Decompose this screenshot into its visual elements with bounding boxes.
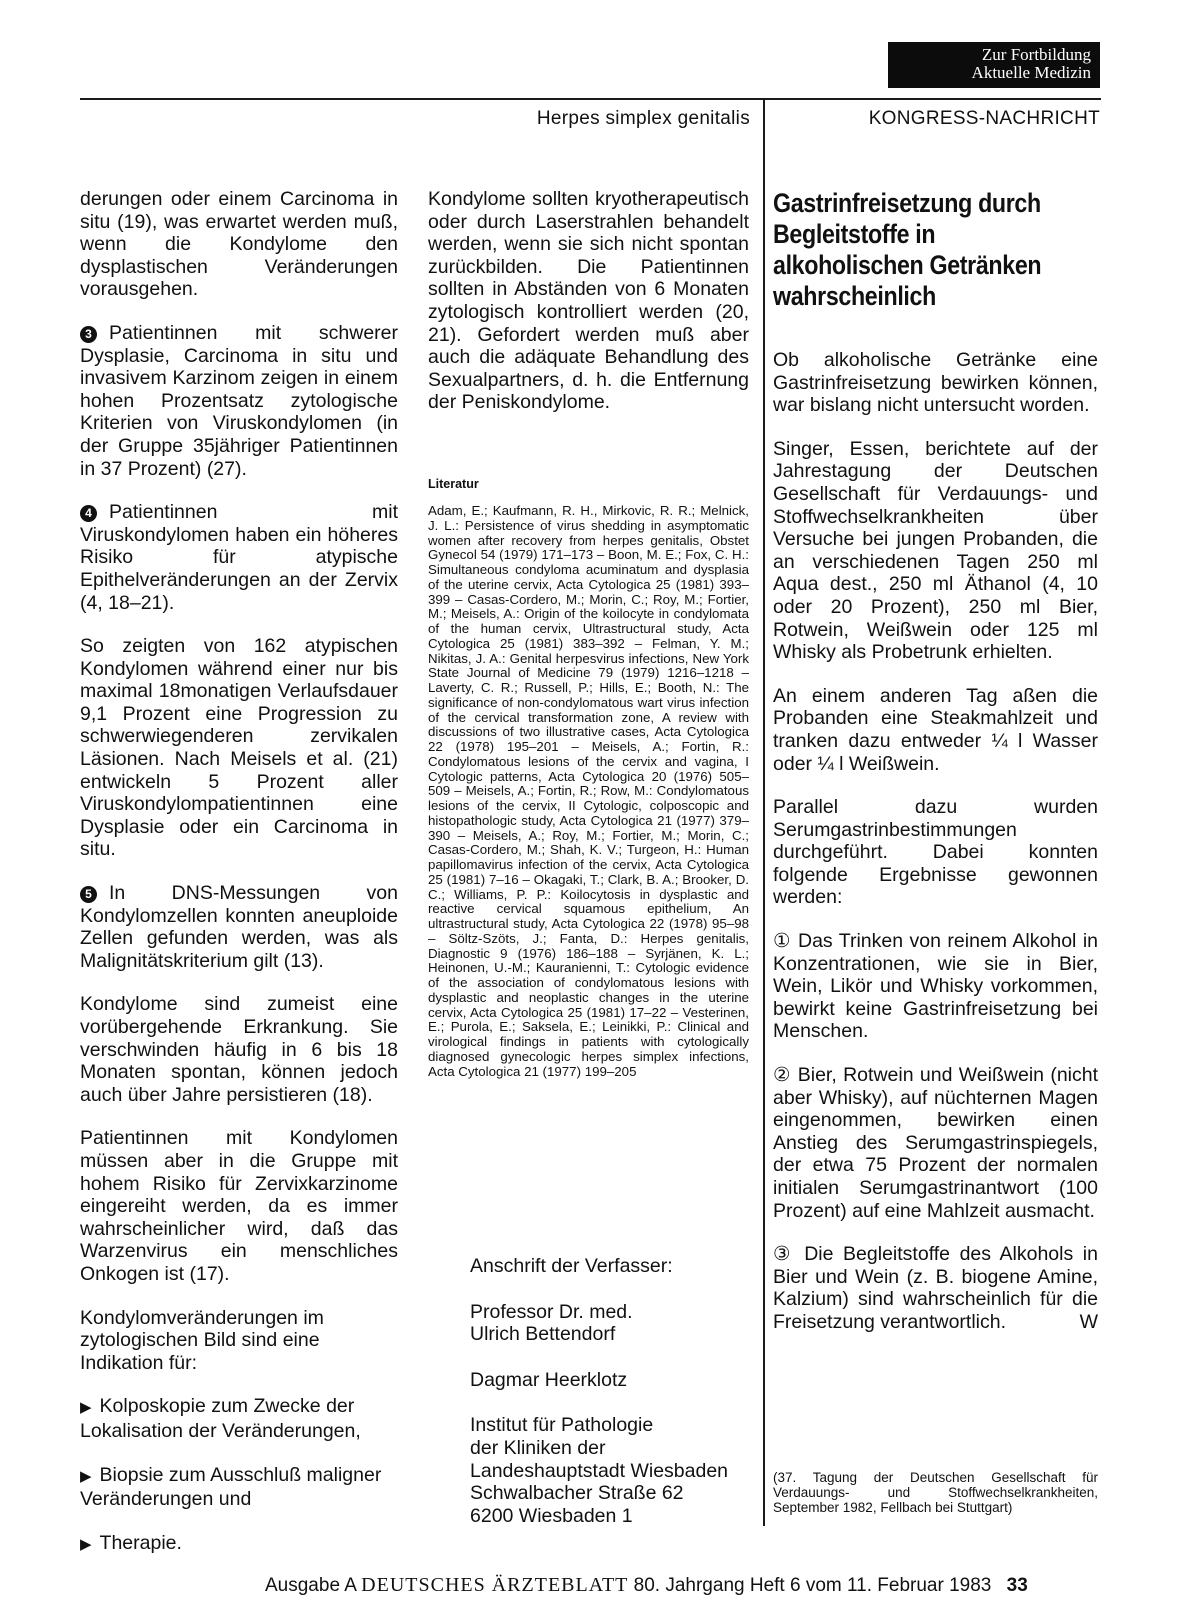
number-badge-icon: 5 xyxy=(80,886,97,903)
news-headline: Gastrinfreisetzung durch Begleitstoffe in alkoholischen Getränken wahrscheinlich xyxy=(773,188,1042,311)
triangle-bullet-icon: ▶ xyxy=(80,1535,92,1553)
author-title: Professor Dr. med. xyxy=(470,1300,633,1323)
paragraph: derungen oder einem Carcinoma in situ (19), was erwartet werden muß, wenn die Kondylome den dysplastischen Veränderungen vorausgehen. xyxy=(80,188,398,301)
result-text: Bier, Rotwein und Weißwein (nicht aber Whisky), auf nüchternen Magen eingenommen, bewirken einen Anstieg des Serumgastrinspiegels, der etwa 75 Prozent der normalen initialen Serumgastrinantwort (100 Prozent) auf eine Mahlzeit ausmacht. xyxy=(773,1064,1099,1222)
paragraph: Patientinnen mit Kondylomen müssen aber in die Gruppe mit hohem Risiko für Zervixkarzinome eingereiht werden, da es immer wahrscheinlicher wird, daß das Warzenvirus ein menschliches Onkogen ist (17). xyxy=(80,1127,398,1285)
bullet-item xyxy=(80,1532,398,1557)
number-badge-icon: 3 xyxy=(80,326,97,343)
circled-number-icon: ① xyxy=(773,930,792,953)
address-line: 6200 Wiesbaden 1 xyxy=(470,1504,633,1527)
paragraph: Ob alkoholische Getränke eine Gastrinfreisetzung bewirken können, war bislang nicht untersucht worden. xyxy=(773,349,1098,417)
list-item-5 xyxy=(80,882,398,972)
author-signature: W xyxy=(1079,1310,1098,1333)
triangle-bullet-icon: ▶ xyxy=(80,1467,92,1485)
result-1 xyxy=(773,930,1098,1043)
footer-issue: 80. Jahrgang Heft 6 vom 11. Februar 1983 xyxy=(633,1575,992,1596)
list-item-text: Patientinnen mit schwerer Dysplasie, Carcinoma in situ und invasivem Karzinom zeigen in einem hohen Prozentsatz zytologische Kriterien von Viruskondylomen (in der Gruppe 35jähriger Patientinnen in 37 Prozent) (27). xyxy=(80,321,398,480)
address-author-2: Dagmar Heerklotz xyxy=(470,1368,628,1391)
bullet-item xyxy=(80,1395,398,1442)
circled-number-icon: ② xyxy=(773,1064,792,1087)
address-author-1 xyxy=(470,1301,760,1346)
paragraph: So zeigten von 162 atypischen Kondylomen während einer nur bis maximal 18monatigen Verlaufsdauer 9,1 Prozent eine Progression zu schwerwiegenderen zervikalen Läsionen. Nach Meisels et al. (21) entwickeln 5 Prozent aller Viruskondylompatientinnen eine Dysplasie oder ein Carcinoma in situ. xyxy=(80,635,398,861)
congress-note: (37. Tagung der Deutschen Gesellschaft für Verdauungs- und Stoffwechselkrankheiten, September 1982, Fellbach bei Stuttgart) xyxy=(773,1470,1098,1515)
header-rule xyxy=(80,98,1101,100)
bullet-text: Biopsie zum Ausschluß maligner Veränderungen und xyxy=(80,1463,382,1511)
address-line: der Kliniken der xyxy=(470,1436,606,1459)
literature-heading: Literatur xyxy=(428,477,479,491)
author-name: Ulrich Bettendorf xyxy=(470,1323,616,1346)
running-head-left: Herpes simplex genitalis xyxy=(536,108,750,129)
badge-line-2: Aktuelle Medizin xyxy=(971,63,1091,82)
paragraph: Parallel dazu wurden Serumgastrinbestimmungen durchgeführt. Dabei konnten folgende Ergebnisse gewonnen werden: xyxy=(773,796,1098,909)
address-line: Landeshauptstadt Wiesbaden xyxy=(470,1459,729,1482)
bullet-text: Kolposkopie zum Zwecke der Lokalisation der Veränderungen, xyxy=(80,1395,361,1442)
column-1 xyxy=(80,188,398,1577)
paragraph: Kondylomveränderungen im zytologischen Bild sind eine Indikation für: xyxy=(80,1306,324,1374)
footer-edition: Ausgabe A xyxy=(265,1575,356,1596)
result-text: Das Trinken von reinem Alkohol in Konzentrationen, wie sie in Bier, Wein, Likör und Whisky vorkommen, bewirkt keine Gastrinfreisetzung bei Menschen. xyxy=(773,930,1099,1043)
column-2 xyxy=(428,188,749,435)
paragraph: Kondylome sind zumeist eine vorübergehende Erkrankung. Sie verschwinden häufig in 6 bis 18 Monaten spontan, können jedoch auch über Jahre persistieren (18). xyxy=(80,993,398,1106)
paragraph: Kondylome sollten kryotherapeutisch oder durch Laserstrahlen behandelt werden, wenn sie sich nicht spontan zurückbilden. Die Patientinnen sollten in Abständen von 6 Monaten zytologisch kontrolliert werden (20, 21). Gefordert werden muß aber auch die adäquate Behandlung des Sexualpartners, d. h. die Entfernung der Peniskondylome. xyxy=(428,188,749,414)
paragraph: Singer, Essen, berichtete auf der Jahrestagung der Deutschen Gesellschaft für Verdauungs- und Stoffwechselkrankheiten über Versuche bei jungen Probanden, die an verschiedenen Tagen 250 ml Aqua dest., 250 ml Äthanol (4, 10 oder 20 Prozent), 250 ml Bier, Rotwein, Weißwein oder 125 ml Whisky als Probetrunk erhielten. xyxy=(773,437,1098,664)
triangle-bullet-icon: ▶ xyxy=(80,1399,92,1417)
circled-number-icon: ③ xyxy=(773,1243,795,1266)
address-heading: Anschrift der Verfasser: xyxy=(470,1255,673,1277)
bullet-item xyxy=(80,1464,398,1511)
badge-line-1: Zur Fortbildung xyxy=(981,45,1091,64)
result-text: Die Begleitstoffe des Alkohols in Bier und Wein (z. B. biogene Amine, Kalzium) sind wahrscheinlich für die Freisetzung verantwortlich. xyxy=(773,1243,1098,1333)
paragraph: An einem anderen Tag aßen die Probanden eine Steakmahlzeit und tranken dazu entweder ¼ l Wasser oder ¼ l Weißwein. xyxy=(773,684,1098,775)
page-footer xyxy=(265,1574,1028,1597)
column-3 xyxy=(773,349,1098,1355)
page-number: 33 xyxy=(1006,1575,1028,1596)
literature-section xyxy=(428,477,749,1079)
address-institution xyxy=(470,1414,760,1527)
bullet-text: Therapie. xyxy=(99,1531,182,1554)
running-head-right: KONGRESS-NACHRICHT xyxy=(868,108,1100,129)
list-item-3 xyxy=(80,322,398,480)
number-badge-icon: 4 xyxy=(80,505,97,522)
list-item-4 xyxy=(80,501,398,614)
column-divider xyxy=(763,98,765,1526)
result-3 xyxy=(773,1243,1098,1333)
footer-journal: DEUTSCHES ÄRZTEBLATT xyxy=(361,1574,629,1596)
author-address xyxy=(470,1255,760,1550)
list-item-text: Patientinnen mit Viruskondylomen haben ein höheres Risiko für atypische Epithelveränderungen an der Zervix (4, 18–21). xyxy=(80,501,398,614)
result-2 xyxy=(773,1064,1098,1222)
news-headline-block xyxy=(773,188,1103,312)
literature-list: Adam, E.; Kaufmann, R. H., Mirkovic, R. R.; Melnick, J. L.: Persistence of virus shedding in asymptomatic women after recovery from herpes genitalis, Obstet Gynecol 54 (1979) 171–173 – Boon, M. E.; Fox, C. H.: Simultaneous condyloma acuminatum and dysplasia of the uterine cervix, Acta Cytologica 25 (1981) 393–399 – Casas-Cordero, M.; Morin, C.; Roy, M.; Fortier, M.; Meisels, A.: Origin of the koilocyte in condylomata of the human cervix, Ultrastructural study, Acta Cytologica 25 (1981) 383–392 – Felman, Y. M.; Nikitas, J. A.: Genital herpesvirus infections, New York State Journal of Medicine 79 (1979) 1216–1218 – Laverty, C. R.; Russell, P.; Hills, E.; Booth, N.: The significance of non-condylomatous wart virus infection of the cervical transformation zone, A review with discussions of two illustrative cases, Acta Cytologica 22 (1978) 195–201 – Meisels, A.; Fortin, R.: Condylomatous lesions of the cervix and vagina, I Cytologic patterns, Acta Cytologica 20 (1976) 505–509 – Meisels, A.; Fortin, R.; Row, M.: Condylomatous lesions of the cervix, II Cytologic, colposcopic and histopathologic study, Acta Cytologica 21 (1977) 379–390 – Meisels, A.; Roy, M.; Fortier, M.; Morin, C.; Casas-Cordero, M.; Shah, K. V.; Turgeon, H.: Human papillomavirus infection of the cervix, Acta Cytologica 25 (1981) 7–16 – Okagaki, T.; Clark, B. A.; Brooker, D. C.; Williams, P. P.: Koilocytosis in dysplastic and reactive cervical squamous epithelium, An ultrastructural study, Acta Cytologica 22 (1978) 95–98 – Söltz-Szöts, J.; Fanta, D.: Herpes genitalis, Diagnostic 9 (1976) 186–188 – Syrjänen, K. L.; Heinonen, U.-M.; Kauranienni, T.: Cytologic evidence of the association of condylomatous lesions with dysplastic and neoplastic changes in the uterine cervix, Acta Cytologica 25 (1981) 17–22 – Vesterinen, E.; Purola, E.; Saksela, E.; Leinikki, P.: Clinical and virological findings in patients with cytologically diagnosed gynecologic herpes simplex infections, Acta Cytologica 21 (1977) 199–205 xyxy=(428,503,749,1079)
address-line: Schwalbacher Straße 62 xyxy=(470,1482,684,1505)
address-line: Institut für Pathologie xyxy=(470,1414,654,1437)
list-item-text: In DNS-Messungen von Kondylomzellen konnten aneuploide Zellen gefunden werden, was als Malignitätskriterium gilt (13). xyxy=(80,882,398,972)
congress-note-block xyxy=(773,1470,1098,1515)
section-badge xyxy=(888,42,1100,88)
